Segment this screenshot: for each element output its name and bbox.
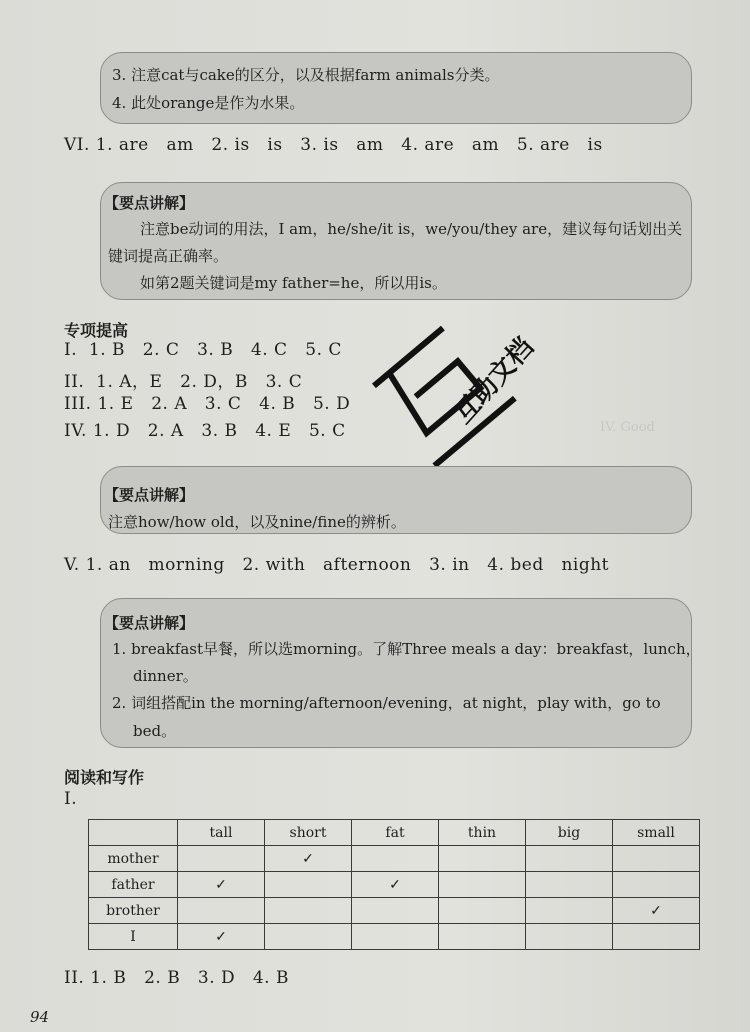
answer-row: I. 1. B 2. C 3. B 4. C 5. C: [64, 340, 342, 360]
note-line: 如第2题关键词是my father=he，所以用is。: [140, 274, 447, 292]
note-line: bed。: [133, 722, 177, 740]
table-cell: [439, 872, 526, 898]
table-cell: [265, 924, 352, 950]
table-cell: ✓: [178, 924, 265, 950]
table-header-cell: fat: [352, 820, 439, 846]
table-cell: ✓: [352, 872, 439, 898]
table-header-cell: small: [613, 820, 700, 846]
table-cell: [613, 872, 700, 898]
note-title: 【要点讲解】: [104, 614, 195, 632]
table-cell: brother: [89, 898, 178, 924]
table-cell: ✓: [265, 846, 352, 872]
answer-row: IV. 1. D 2. A 3. B 4. E 5. C: [64, 421, 346, 441]
table-cell: I: [89, 924, 178, 950]
table-cell: [265, 898, 352, 924]
table-header-cell: short: [265, 820, 352, 846]
table-cell: [439, 898, 526, 924]
table-cell: [526, 898, 613, 924]
answer-row-vi: VI. 1. are am 2. is is 3. is am 4. are am 5. are is: [64, 135, 603, 155]
table-cell: [178, 898, 265, 924]
table-cell: [178, 846, 265, 872]
note-line: 键词提高正确率。: [108, 247, 229, 265]
section-title: 专项提高: [64, 321, 129, 340]
section-title: 阅读和写作: [64, 768, 145, 787]
table-cell: [352, 924, 439, 950]
table-cell: mother: [89, 846, 178, 872]
page-number: 94: [30, 1008, 50, 1026]
table-cell: father: [89, 872, 178, 898]
table-row: [89, 846, 700, 872]
table-cell: [526, 924, 613, 950]
table-cell: [439, 924, 526, 950]
table-header-cell: [89, 820, 178, 846]
table-cell: ✓: [613, 898, 700, 924]
answer-row-v: V. 1. an morning 2. with afternoon 3. in 4. bed night: [64, 555, 609, 575]
table-header-cell: thin: [439, 820, 526, 846]
part-label: I.: [64, 789, 78, 809]
table-cell: [526, 872, 613, 898]
table-row: [89, 872, 700, 898]
note-title: 【要点讲解】: [104, 486, 195, 504]
table-cell: [352, 846, 439, 872]
table-cell: [613, 846, 700, 872]
note-line: 1. breakfast早餐，所以选morning。了解Three meals a day：breakfast，lunch，: [112, 640, 701, 658]
note-line: dinner。: [133, 667, 198, 685]
answer-row: II. 1. A，E 2. D，B 3. C: [64, 372, 303, 392]
table-row: [89, 898, 700, 924]
table-cell: [613, 924, 700, 950]
table-header-row: [89, 820, 700, 846]
note-line: 2. 词组搭配in the morning/afternoon/evening，at night，play with，go to: [112, 694, 661, 712]
note-title: 【要点讲解】: [104, 194, 195, 212]
answer-row: III. 1. E 2. A 3. C 4. B 5. D: [64, 394, 351, 414]
watermark-text: 互助文档: [447, 332, 540, 430]
answer-table: [88, 819, 700, 950]
note-line: 3. 注意cat与cake的区分，以及根据farm animals分类。: [112, 66, 500, 84]
table-cell: [526, 846, 613, 872]
table-header-cell: big: [526, 820, 613, 846]
table-cell: [265, 872, 352, 898]
table-header-cell: tall: [178, 820, 265, 846]
watermark-stamp: [370, 300, 540, 470]
note-line: 注意be动词的用法，I am，he/she/it is，we/you/they are，建议每句话划出关: [140, 220, 683, 238]
table-cell: [439, 846, 526, 872]
note-line: 注意how/how old，以及nine/fine的辨析。: [108, 513, 406, 531]
table-row: [89, 924, 700, 950]
answer-row-ii: II. 1. B 2. B 3. D 4. B: [64, 968, 289, 988]
bleed-through-text: IV. Good: [600, 420, 655, 435]
table-cell: [352, 898, 439, 924]
note-box-1: [100, 52, 692, 124]
table-cell: ✓: [178, 872, 265, 898]
note-line: 4. 此处orange是作为水果。: [112, 94, 305, 112]
